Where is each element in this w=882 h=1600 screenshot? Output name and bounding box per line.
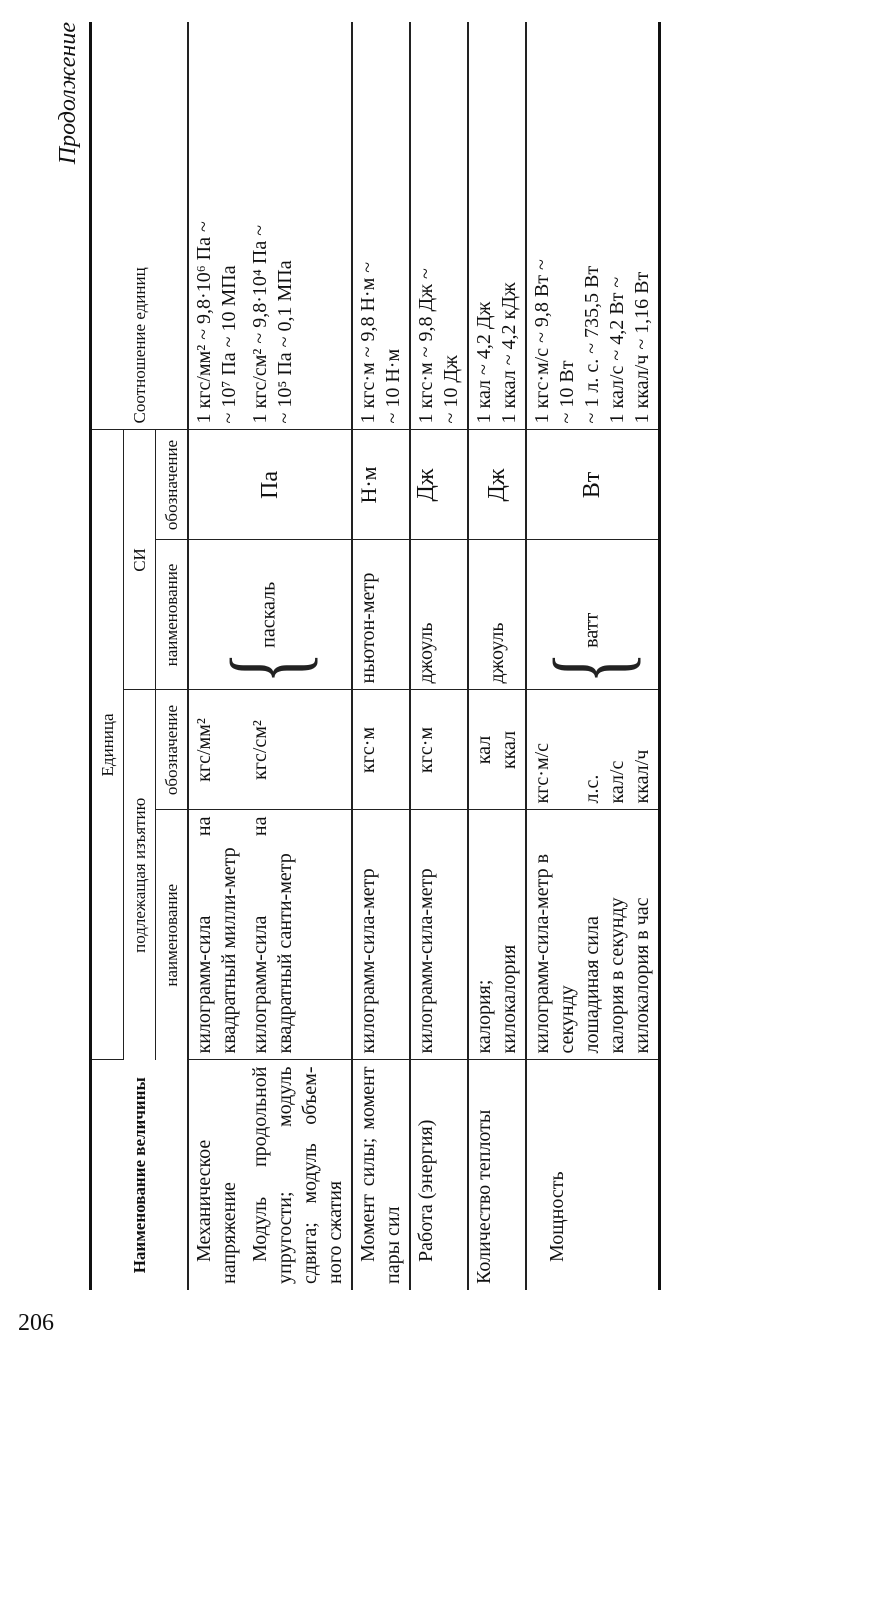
si-name-text: паскаль [257,581,280,648]
ratio-cell [410,22,468,430]
ratio-line: 1 кгс/см² ~ 9,8·10⁴ Па ~ [249,224,271,424]
old-symbol-line: кал/с [606,760,628,804]
old-symbol-line: кал [473,735,495,765]
header-old-name: наименование [156,810,189,1060]
si-name-cell [526,540,660,690]
ratio-cell [188,22,245,430]
ratio-cell [526,22,660,430]
old-name-cell: килограмм-сила-метр [410,810,468,1060]
old-symbol-line: ккал [498,730,520,770]
ratio-line: 1 кгс·м ~ 9,8 Дж ~ [415,268,437,424]
si-name-cell: джоуль [410,540,468,690]
rotated-page [55,22,882,1290]
si-name-cell: ньютон-метр [352,540,410,690]
si-symbol-cell: Дж [468,430,526,540]
old-name-line: килокалория в час [631,897,653,1054]
quantity-cell: Модуль продольной упругости; модуль сдвига; модуль объем-ного сжатия [249,1066,346,1284]
brace-icon: { [210,651,328,684]
table-row [352,22,410,1290]
ratio-line: ~ 1 л. с. ~ 735,5 Вт [581,265,603,424]
ratio-cell [352,22,410,430]
header-ratio: Соотношение единиц [91,22,189,430]
si-name-cell [188,540,352,690]
old-symbol-cell [526,690,660,810]
si-name-cell: джоуль [468,540,526,690]
old-name-cell: килограмм-сила-метр [352,810,410,1060]
old-name-line: калория в секунду [606,897,628,1054]
si-symbol-cell: Па [188,430,352,540]
units-table [89,22,661,1290]
si-symbol-cell: Вт [526,430,660,540]
header-withdrawn: подлежащая изъятию [124,690,156,1060]
old-name-line: калория; [473,979,495,1054]
old-symbol-cell: кгс·м [410,690,468,810]
table-row [188,22,245,1290]
ratio-line: 1 ккал/ч ~ 1,16 Вт [631,271,653,424]
quantity-cell: Мощность [526,1060,660,1290]
ratio-line: ~ 10⁵ Па ~ 0,1 МПа [274,260,296,424]
si-symbol-cell: Дж [410,430,468,540]
old-name-cell [468,810,526,1060]
ratio-cell [245,22,352,430]
ratio-line: 1 кгс·м/с ~ 9,8 Вт ~ [531,259,553,424]
header-si-symbol: обозначение [156,430,189,540]
header-unit: Единица [91,430,124,1060]
header-si: СИ [124,430,156,690]
old-name-line: килограмм-сила-метр в секунду [531,853,578,1054]
ratio-line: ~ 10 Дж [440,355,462,424]
table-row [468,22,526,1290]
old-symbol-line: л.с. [581,774,603,804]
header-quantity-name: Наименование величины [91,1060,189,1290]
old-symbol-cell [468,690,526,810]
page-number: 206 [18,1310,54,1336]
ratio-line: 1 ккал ~ 4,2 кДж [498,282,520,424]
si-symbol-cell: Н·м [352,430,410,540]
old-symbol-cell: кгс/мм² [188,690,245,810]
old-symbol-line: кгс·м/с [531,742,553,804]
old-name-cell: килограмм-сила на квадратный санти-метр [245,810,352,1060]
ratio-line: 1 кгс·м ~ 9,8 Н·м ~ [357,261,379,424]
si-name-text: ватт [580,612,603,648]
quantity-cell: Работа (энергия) [410,1060,468,1290]
old-symbol-cell: кгс/см² [245,690,352,810]
ratio-line: 1 кгс/мм² ~ 9,8·10⁶ Па ~ [193,221,215,424]
old-name-line: килокалория [498,944,520,1054]
ratio-line: ~ 10⁷ Па ~ 10 МПа [218,265,240,424]
continuation-title: Продолжение [55,22,81,165]
old-name-cell: килограмм-сила на квадратный милли-метр [188,810,245,1060]
ratio-line: 1 кал ~ 4,2 Дж [473,301,495,424]
header-old-symbol: обозначение [156,690,189,810]
ratio-line: ~ 10 Н·м [382,348,404,424]
quantity-cell: Момент силы; момент пары сил [352,1060,410,1290]
old-symbol-cell: кгс·м [352,690,410,810]
brace-icon: { [533,651,651,684]
header-row-1 [91,22,124,1290]
ratio-cell [468,22,526,430]
quantity-cell: Количество теплоты [468,1060,526,1290]
header-si-name: наименование [156,540,189,690]
ratio-line: ~ 10 Вт [556,360,578,424]
old-name-line: лошадиная сила [581,916,603,1054]
old-symbol-line: ккал/ч [631,749,653,804]
table-row [526,22,660,1290]
quantity-cell: Механическое напряжение [188,1060,245,1290]
table-row [410,22,468,1290]
old-name-cell [526,810,660,1060]
ratio-line: 1 кал/с ~ 4,2 Вт ~ [606,276,628,424]
